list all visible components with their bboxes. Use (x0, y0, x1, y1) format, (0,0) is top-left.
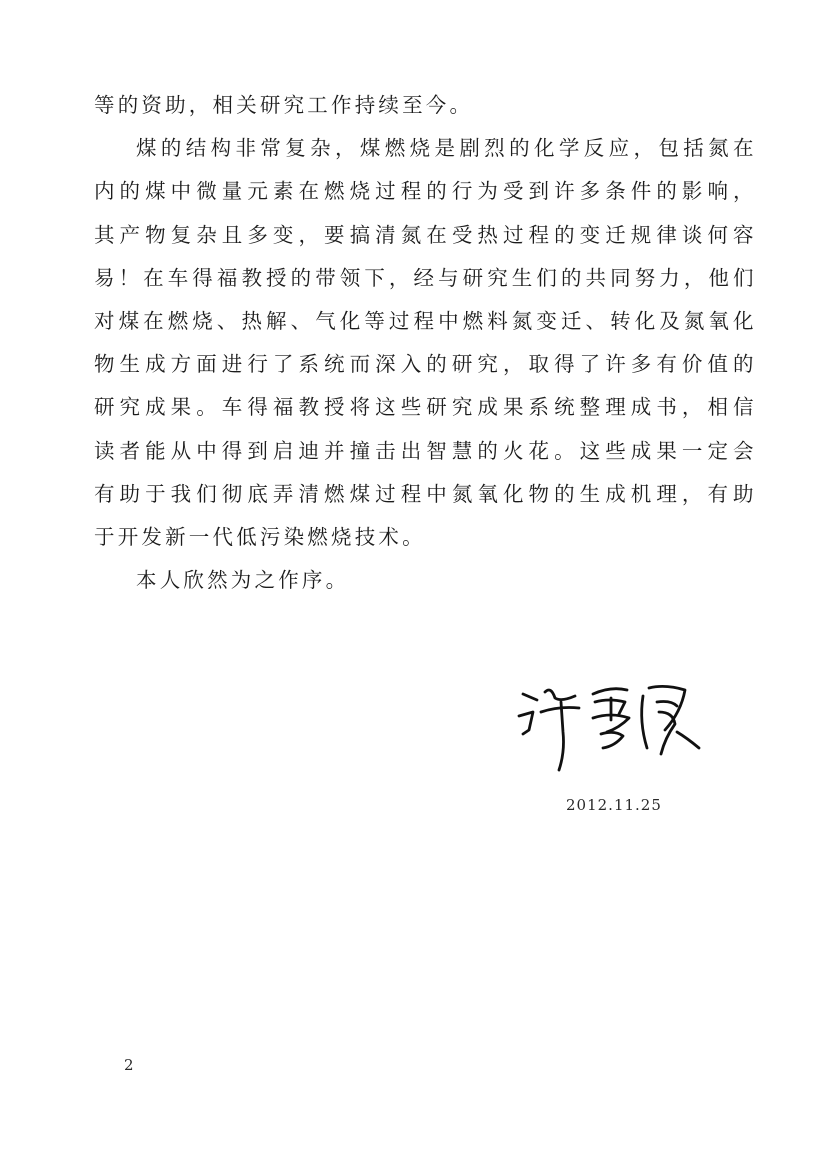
paragraph-line: 内的煤中微量元素在燃烧过程的行为受到许多条件的影响， (94, 179, 754, 204)
page-number: 2 (124, 1056, 134, 1074)
paragraph-line: 有助于我们彻底弄清燃煤过程中氮氧化物的生成机理，有助 (94, 481, 754, 506)
paragraph-line: 研究成果。车得福教授将这些研究成果系统整理成书，相信 (94, 395, 754, 420)
paragraph-line: 于开发新一代低污染燃烧技术。 (94, 524, 426, 549)
paragraph-line: 煤的结构非常复杂，煤燃烧是剧烈的化学反应，包括氮在 (136, 136, 754, 161)
handwritten-signature (515, 672, 705, 782)
paragraph-line: 物生成方面进行了系统而深入的研究，取得了许多有价值的 (94, 352, 754, 377)
paragraph-line: 其产物复杂且多变，要搞清氮在受热过程的变迁规律谈何容 (94, 222, 754, 247)
body-text (94, 84, 754, 602)
paragraph-line: 易！在车得福教授的带领下，经与研究生们的共同努力，他们 (94, 265, 754, 290)
paragraph-line: 对煤在燃烧、热解、气化等过程中燃料氮变迁、转化及氮氧化 (94, 308, 754, 333)
paragraph-line: 本人欣然为之作序。 (136, 568, 350, 593)
paragraph-line: 读者能从中得到启迪并撞击出智慧的火花。这些成果一定会 (94, 438, 754, 463)
signature-date: 2012.11.25 (566, 796, 662, 814)
paragraph-line: 等的资助，相关研究工作持续至今。 (94, 93, 474, 117)
